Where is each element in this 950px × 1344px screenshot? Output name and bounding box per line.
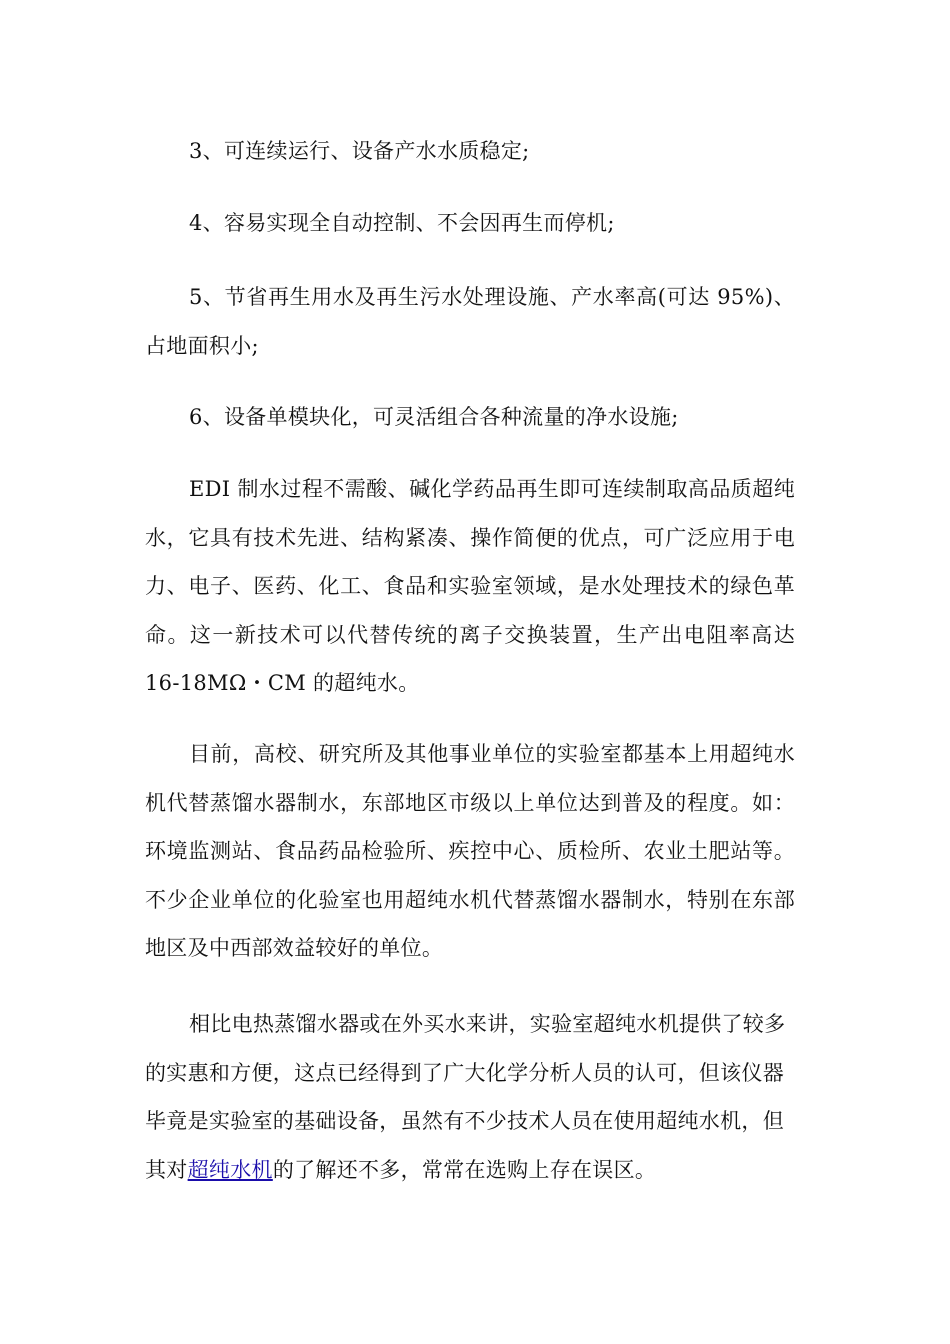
paragraph-current-usage: 目前，高校、研究所及其他事业单位的实验室都基本上用超纯水机代替蒸馏水器制水，东部地区市级以上单位达到普及的程度。如：环境监测站、食品药品检验所、疾控中心、质检所、农业土肥站等。不少企业单位的化验室也用超纯水机代替蒸馏水器制水，特别在东部地区及中西部效益较好的单位。 bbox=[145, 742, 795, 960]
paragraph-item-3: 3、可连续运行、设备产水水质稳定; bbox=[189, 139, 530, 163]
ultrapure-water-machine-link[interactable]: 超纯水机 bbox=[187, 1157, 273, 1182]
paragraph-edi-description: EDI 制水过程不需酸、碱化学药品再生即可连续制取高品质超纯水，它具有技术先进、结构紧凑、操作简便的优点，可广泛应用于电力、电子、医药、化工、食品和实验室领域，是水处理技术的绿色革命。这一新技术可以代替传统的离子交换装置，生产出电阻率高达 16-18MΩ・CM 的超纯水。 bbox=[145, 477, 795, 695]
paragraph-comparison-text-after: 的了解还不多，常常在选购上存在误区。 bbox=[272, 1157, 657, 1182]
paragraph-item-4: 4、容易实现全自动控制、不会因再生而停机; bbox=[189, 211, 615, 235]
paragraph-comparison bbox=[145, 1000, 795, 1194]
paragraph-item-6: 6、设备单模块化，可灵活组合各种流量的净水设施; bbox=[189, 405, 679, 429]
paragraph-item-5: 5、节省再生用水及再生污水处理设施、产水率高(可达 95%)、占地面积小; bbox=[145, 285, 795, 358]
paragraph-comparison-text-before: 相比电热蒸馏水器或在外买水来讲，实验室超纯水机提供了较多的实惠和方便，这点已经得到了广大化学分析人员的认可，但该仪器毕竟是实验室的基础设备，虽然有不少技术人员在使用超纯水机，但其对 bbox=[145, 1012, 786, 1182]
